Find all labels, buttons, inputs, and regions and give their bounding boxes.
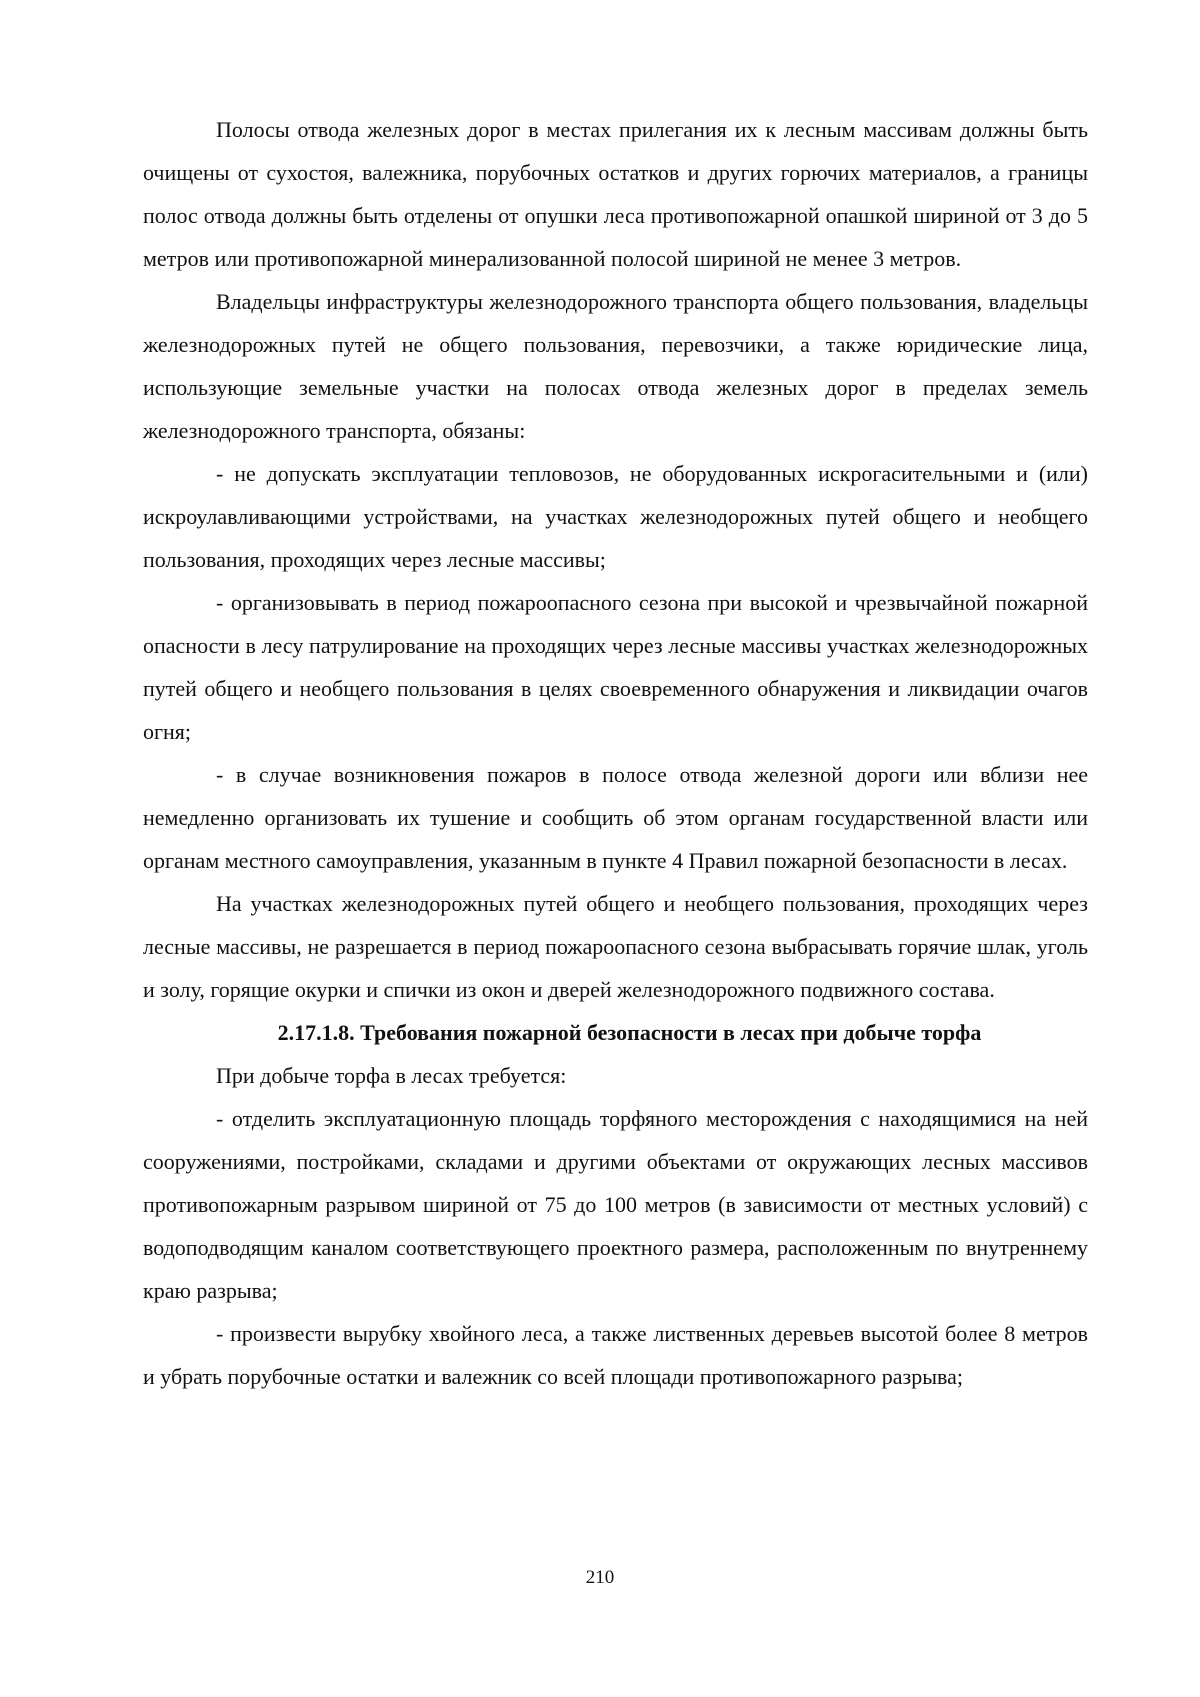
list-item-clearing: - произвести вырубку хвойного леса, а также лиственных деревьев высотой более 8 метров и убрать порубочные остатки и валежник со всей площади противопожарного разрыва; [143,1321,1088,1389]
paragraph-prohibitions: На участках железнодорожных путей общего и необщего пользования, проходящих через лесные массивы, не разрешается в период пожароопасного сезона выбрасывать горячие шлак, уголь и золу, горящие окурки и спички из окон и дверей железнодорожного подвижного состава. [143,891,1088,1002]
list-item-locomotives: - не допускать эксплуатации тепловозов, не оборудованных искрогасительными и (или) искроулавливающими устройствами, на участках железнодорожных путей общего и необщего пользования, проходящих через лесные массивы; [143,461,1088,572]
list-item-fire-response: - в случае возникновения пожаров в полосе отвода железной дороги или вблизи нее немедленно организовать их тушение и сообщить об этом органам государственной власти или органам местного самоуправления, указанным в пункте 4 Правил пожарной безопасности в лесах. [143,762,1088,873]
paragraph-right-of-way-clearing: Полосы отвода железных дорог в местах прилегания их к лесным массивам должны быть очищены от сухостоя, валежника, порубочных остатков и других горючих материалов, а границы полос отвода должны быть отделены от опушки леса противопожарной опашкой шириной от 3 до 5 метров или противопожарной минерализованной полосой шириной не менее 3 метров. [143,117,1088,271]
list-item-patrolling: - организовывать в период пожароопасного сезона при высокой и чрезвычайной пожарной опасности в лесу патрулирование на проходящих через лесные массивы участках железнодорожных путей общего и необщего пользования в целях своевременного обнаружения и ликвидации очагов огня; [143,590,1088,744]
page-number: 210 [585,1567,615,1588]
section-heading-peat: 2.17.1.8. Требования пожарной безопасности в лесах при добыче торфа [277,1020,982,1045]
list-item-firebreak: - отделить эксплуатационную площадь торфяного месторождения с находящимися на ней сооружениями, постройками, складами и другими объектами от окружающих лесных массивов противопожарным разрывом шириной от 75 до 100 метров (в зависимости от местных условий) с водоподводящим каналом соответствующего проектного размера, расположенным по внутреннему краю разрыва; [143,1106,1088,1303]
paragraph-peat-intro: При добыче торфа в лесах требуется: [216,1063,567,1088]
document-body [143,108,1088,1398]
paragraph-infrastructure-owners: Владельцы инфраструктуры железнодорожного транспорта общего пользования, владельцы железнодорожных путей не общего пользования, перевозчики, а также юридические лица, использующие земельные участки на полосах отвода железных дорог в пределах земель железнодорожного транспорта, обязаны: [143,289,1088,443]
